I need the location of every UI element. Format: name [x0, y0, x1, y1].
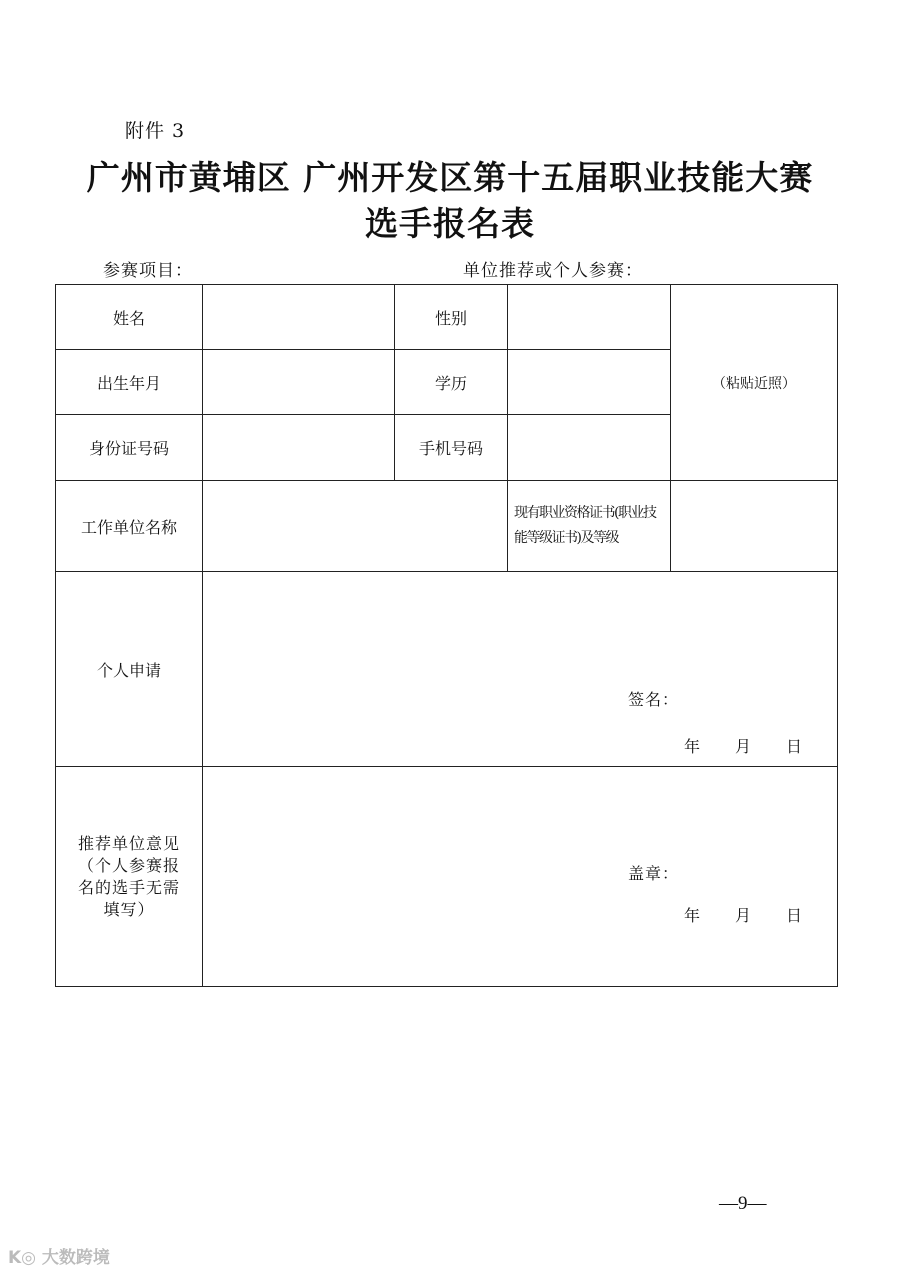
birth-label-cell: [55, 349, 203, 415]
recommend-field[interactable]: [202, 766, 838, 987]
photo-cell[interactable]: [670, 284, 838, 481]
gender-label: 性别: [434, 308, 467, 328]
employer-field[interactable]: [202, 480, 508, 572]
certificate-field[interactable]: [670, 480, 838, 572]
education-field[interactable]: [507, 349, 671, 415]
registration-form: [55, 284, 838, 987]
watermark: K◎ 大数跨境: [8, 1248, 110, 1268]
phone-label: 手机号码: [418, 439, 483, 458]
recommend-label: 推荐单位意见（个人参赛报名的选手无需填写）: [77, 833, 180, 919]
birth-label: 出生年月: [96, 373, 161, 393]
participation-type-label: 单位推荐或个人参赛：: [463, 261, 643, 281]
application-label-cell: [55, 571, 203, 767]
recommend-label-cell: [55, 766, 203, 987]
application-field[interactable]: [202, 571, 838, 767]
education-label: 学历: [434, 373, 467, 393]
stamp-label: 盖章：: [628, 864, 680, 883]
education-label-cell: [394, 349, 508, 415]
signature-label: 签名：: [628, 690, 680, 709]
id-number-field[interactable]: [202, 414, 395, 481]
page-title: 广州市黄埔区 广州开发区第十五届职业技能大赛: [86, 158, 814, 197]
id-number-label: 身份证号码: [88, 439, 169, 458]
gender-field[interactable]: [507, 284, 671, 350]
employer-label: 工作单位名称: [80, 517, 177, 537]
recommend-date-label: 年 月 日: [684, 906, 804, 925]
name-field[interactable]: [202, 284, 395, 350]
employer-label-cell: [55, 480, 203, 572]
id-label-cell: [55, 414, 203, 481]
certificate-label-cell: [507, 480, 671, 572]
application-label: 个人申请: [96, 660, 161, 680]
phone-field[interactable]: [507, 414, 671, 481]
certificate-label: 现有职业资格证书(职业技能等级证书)及等级: [514, 505, 656, 546]
attachment-label: 附件 3: [125, 120, 186, 142]
photo-label: （粘贴近照）: [712, 375, 796, 392]
page-subtitle: 选手报名表: [365, 204, 535, 243]
phone-label-cell: [394, 414, 508, 481]
name-label-cell: [55, 284, 203, 350]
page-number: —9—: [719, 1193, 767, 1214]
name-label: 姓名: [112, 308, 145, 328]
birth-field[interactable]: [202, 349, 395, 415]
project-label: 参赛项目：: [103, 261, 193, 281]
gender-label-cell: [394, 284, 508, 350]
application-date-label: 年 月 日: [684, 737, 804, 756]
